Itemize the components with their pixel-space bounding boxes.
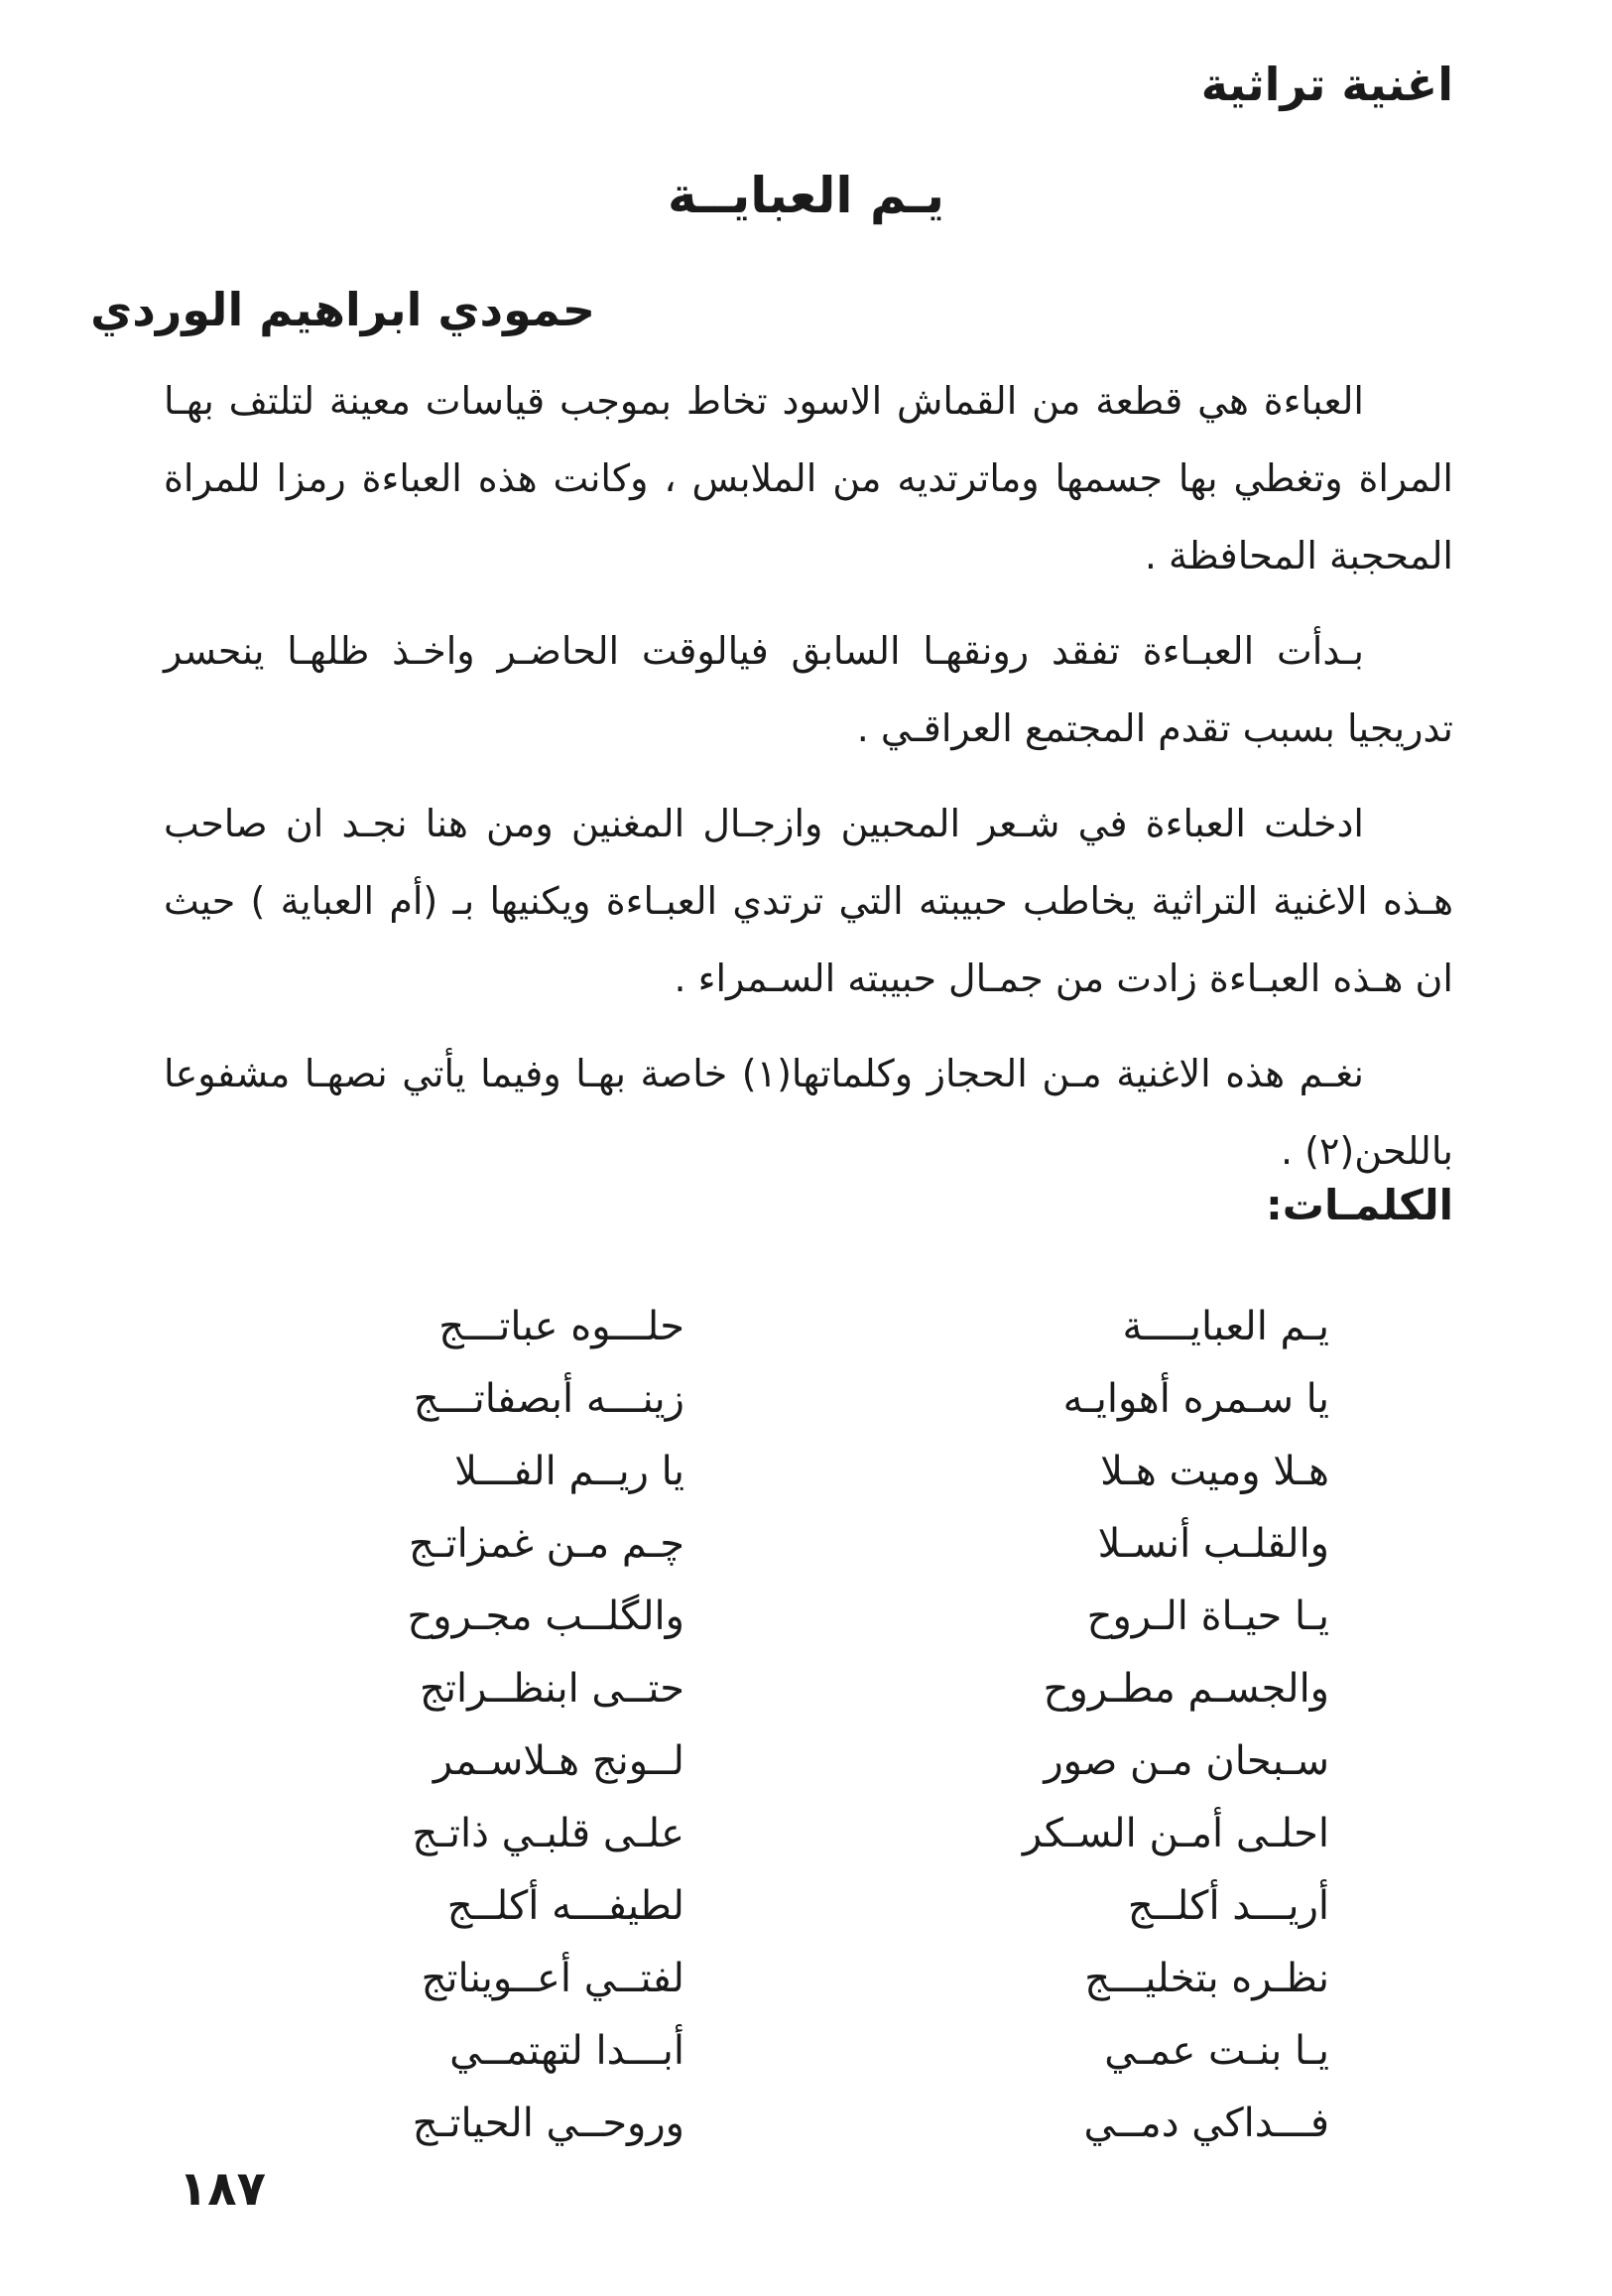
section-label: اغنية تراثية [1200, 58, 1453, 111]
lyric-left: لــونج هـلاسـمر [433, 1737, 684, 1784]
lyric-right: يـم العبايــــة [1122, 1303, 1329, 1349]
lyric-row [288, 1362, 1329, 1435]
paragraph-maqam: نغـم هذه الاغنية مـن الحجاز وكلماتها(١) خاصة بهـا وفيما يأتي نصهـا مشفوعا باللحن(٢) . [164, 1052, 1453, 1173]
lyric-left: حلـــوه عباتـــج [438, 1303, 684, 1349]
lyric-row [288, 1942, 1329, 2014]
author-name: حمودي ابراهيم الوردي [90, 283, 595, 336]
lyric-row [288, 1580, 1329, 1652]
article-title: يـم العبايــة [667, 167, 945, 224]
lyric-row [288, 1652, 1329, 1724]
lyrics-heading: الكلمـات: [1265, 1181, 1453, 1229]
paragraph-definition: العباءة هي قطعة من القماش الاسود تخاط بموجب قياسات معينة لتلتف بهـا المراة وتغطي بها جسمها وماترتديه من الملابس ، وكانت هذه العباءة رمزا للمراة المحجبة المحافظة . [164, 379, 1453, 577]
lyric-right: نظـره بتخليـــج [1084, 1955, 1329, 2001]
lyric-right: يـا حيـاة الـروح [1086, 1593, 1329, 1639]
lyric-left: حتــى ابنظــراتج [420, 1665, 684, 1712]
lyric-row [288, 2087, 1329, 2159]
lyric-right: والقلـب أنسـلا [1097, 1520, 1329, 1567]
page-number: ١٨٧ [179, 2161, 266, 2217]
lyric-left: يا ريــم الفـــلا [454, 1448, 684, 1494]
lyric-right: يا سـمره أهوايـه [1062, 1375, 1329, 1422]
lyric-left: والگلــب مجـروح [407, 1593, 684, 1639]
lyric-row [288, 1290, 1329, 1362]
lyric-left: زينـــه أبصفاتـــج [413, 1375, 684, 1422]
lyric-row [288, 1435, 1329, 1507]
lyric-right: سـبحان مـن صور [1044, 1737, 1329, 1784]
lyric-row [288, 1869, 1329, 1942]
lyric-left: لفتــي أعــويناتج [421, 1955, 684, 2001]
lyric-row [288, 1724, 1329, 1797]
lyric-left: وروحــي الحياتـج [412, 2100, 684, 2146]
lyric-row [288, 1797, 1329, 1869]
lyric-right: يـا بنـت عمـي [1104, 2027, 1329, 2074]
lyric-right: احلـى أمـن السـكر [1022, 1810, 1329, 1856]
lyric-left: علـى قلبـي ذاتـج [412, 1810, 684, 1856]
paragraph-poetry: ادخلت العباءة في شـعر المحبين وازجـال المغنين ومن هنا نجـد ان صاحب هـذه الاغنية التراثية يخاطب حبيبته التي ترتدي العبـاءة ويكنيها بـ (أم العباية ) حيث ان هـذه العبـاءة زادت من جمـال حبيبته السـمراء . [164, 802, 1453, 1000]
lyric-right: أريـــد أكلــج [1127, 1882, 1329, 1929]
lyric-right: والجسـم مطـروح [1043, 1665, 1329, 1712]
lyric-left: لطيفـــه أكلــج [446, 1882, 684, 1929]
lyric-right: فـــداكي دمــي [1083, 2100, 1329, 2146]
lyrics-list [288, 1290, 1329, 2159]
article-body [164, 362, 1453, 1208]
lyric-row [288, 2014, 1329, 2087]
lyric-row [288, 1507, 1329, 1580]
lyric-left: چـم مـن غمزاتـج [409, 1520, 684, 1567]
lyric-right: هـلا وميت هـلا [1100, 1448, 1329, 1494]
paragraph-decline: بـدأت العبـاءة تفقد رونقهـا السابق فيالوقت الحاضـر واخـذ ظلهـا ينحسر تدريجيا بسبب تقدم المجتمع العراقـي . [164, 629, 1453, 750]
lyric-left: أبـــدا لتهتمــي [449, 2027, 684, 2074]
